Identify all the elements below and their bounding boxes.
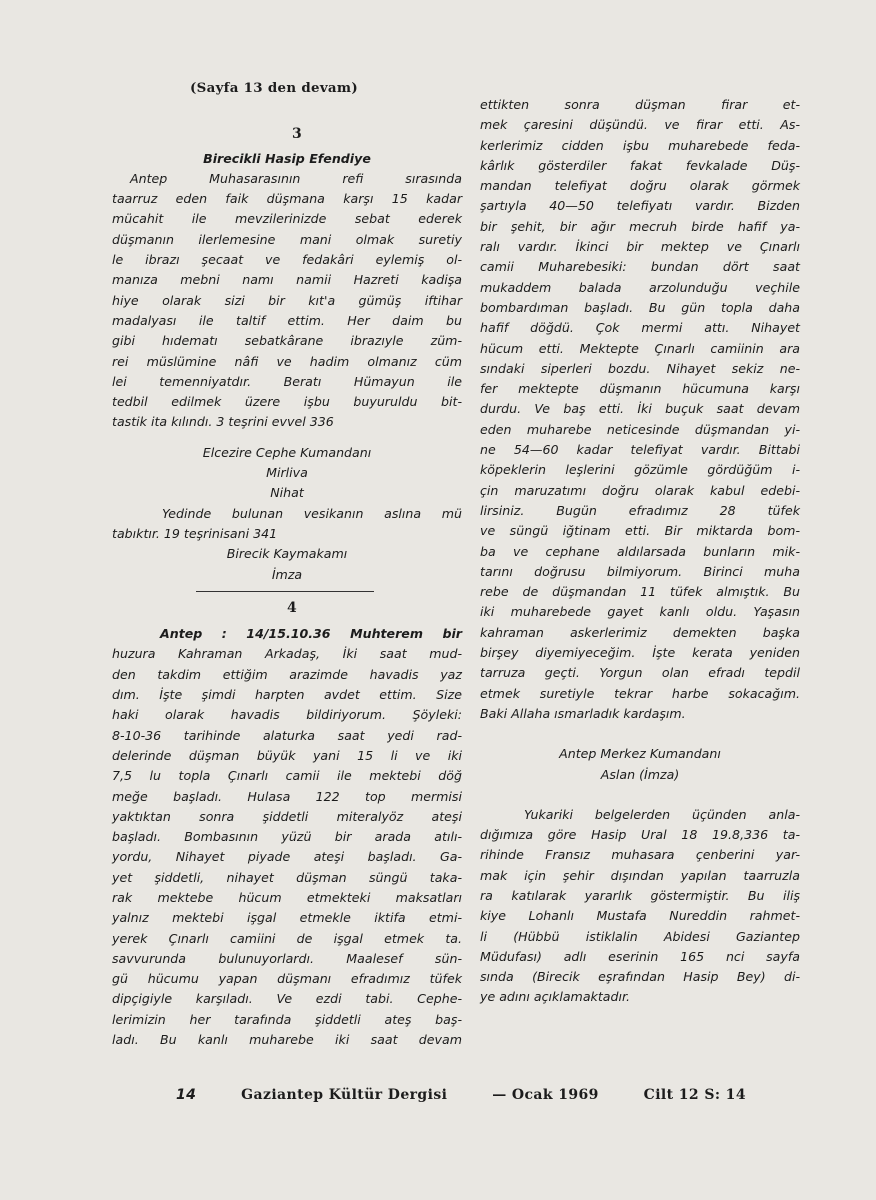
document-number-4: 4	[287, 599, 297, 616]
text-line: yerek Çınarlı camiini de işgal etmek ta.	[112, 930, 462, 946]
text-line: Antep Muhasarasının refi sırasında	[130, 170, 462, 186]
text-line: tastik ita kılındı. 3 teşrini evvel 336	[112, 414, 334, 430]
volume-issue: Cilt 12 S: 14	[643, 1087, 746, 1103]
text-line: tarını doğrusu bilmiyorum. Birinci muha	[480, 563, 800, 579]
signature-name: Aslan (İmza)	[600, 766, 680, 782]
text-line: ye adını açıklamaktadır.	[480, 989, 630, 1005]
text-line: le ibrazı şecaat ve fedakâri eylemiş ol-	[112, 252, 462, 268]
text-line: dipçigiyle karşıladı. Ve ezdi tabi. Cephe-	[112, 991, 462, 1007]
text-line: den takdim ettiğim arazimde havadis yaz	[112, 666, 462, 682]
text-line: yaktıktan sonra şiddetli miteralyöz ateşi	[112, 808, 462, 824]
document-4-continuation	[480, 95, 800, 724]
signature-rank: Mirliva	[266, 465, 308, 481]
text-line: köpeklerin leşlerini gözümle gördüğüm i-	[480, 462, 800, 478]
text-line: camii Muharebesiki: bundan dört saat	[480, 259, 800, 275]
text-line: durdu. Ve baş etti. İki buçuk saat devam	[480, 401, 800, 417]
continuation-header: (Sayfa 13 den devam)	[190, 80, 358, 96]
document-3-body	[112, 169, 462, 433]
text-line: sında (Birecik eşrafından Hasip Bey) di-	[480, 969, 800, 985]
page-number: 14	[176, 1087, 197, 1103]
text-line: ve süngü iğtinam etti. Bir miktarda bom-	[480, 523, 800, 539]
text-line: hiye olarak sizi bir kıt'a gümüş iftihar	[112, 292, 462, 308]
text-line: sındaki siperleri bozdu. Nihayet sekiz ne-	[480, 360, 800, 376]
text-line: ne 54—60 kadar telefiyat vardır. Bittabi	[480, 442, 800, 458]
text-line: bir şehit, bir ağır mecruh birde hafif ya-	[480, 218, 800, 234]
text-line: ra katılarak yararlık göstermiştir. Bu iliş	[480, 887, 800, 903]
text-line: ettikten sonra düşman firar et-	[480, 97, 800, 112]
text-line: gü hücumu yapan düşmanı efradımız tüfek	[112, 971, 462, 987]
journal-name: Gaziantep Kültür Dergisi	[241, 1087, 448, 1103]
text-line: delerinde düşman büyük yani 15 li ve iki	[112, 747, 462, 763]
document-4-body	[112, 624, 462, 1050]
left-column	[112, 78, 462, 1050]
document-number-3: 3	[292, 126, 302, 143]
text-line: manıza mebni namı namii Hazreti kadişa	[112, 272, 462, 288]
text-line: yalnız mektebi işgal etmekle iktifa etmi-	[112, 910, 462, 926]
text-line: mücahit ile mevzilerinizde sebat ederek	[112, 211, 462, 227]
text-line: Baki Allaha ısmarladık kardaşım.	[480, 705, 686, 721]
certifier-title: Birecik Kaymakamı	[226, 546, 348, 562]
text-line: lirsiniz. Bugün efradımız 28 tüfek	[480, 502, 800, 518]
text-line: başladı. Bombasının yüzü bir arada atılı-	[112, 829, 462, 845]
text-line: huzura Kahraman Arkadaş, İki saat mud-	[112, 646, 462, 662]
text-line: yordu, Nihayet piyade ateşi başladı. Ga-	[112, 849, 462, 865]
text-line: taarruz eden faik düşmana karşı 15 kadar	[112, 191, 462, 207]
text-line: mukaddem balada arzolunduğu veçhile	[480, 279, 800, 295]
editorial-note	[480, 805, 800, 1008]
text-line: hücum etti. Mektepte Çınarlı camiinin ara	[480, 340, 800, 356]
text-line: kiye Lohanlı Mustafa Nureddin rahmet-	[480, 908, 800, 924]
signature-title: Antep Merkez Kumandanı	[559, 746, 721, 762]
text-line: gibi hıdematı sebatkârane ibrazıyle züm-	[112, 333, 462, 349]
text-line: rebe de düşmandan 11 tüfek almıştık. Bu	[480, 584, 800, 600]
section-divider	[196, 591, 374, 592]
text-line: li (Hübbü istiklalin Abidesi Gaziantep	[480, 928, 800, 944]
text-line: rei müslümine nâfi ve hadim olmanız cüm	[112, 353, 462, 369]
text-line: düşmanın ilerlemesine mani olmak suretiy	[112, 231, 462, 247]
text-line: tedbil edilmek üzere işbu buyuruldu bit-	[112, 394, 462, 410]
text-line: haki olarak havadis bildiriyorum. Şöyleki:	[112, 707, 462, 723]
text-line: mandan telefiyat doğru olarak görmek	[480, 178, 800, 194]
certifier-signature: İmza	[271, 566, 303, 582]
text-line: madalyası ile taltif ettim. Her daim bu	[112, 312, 462, 328]
right-column	[480, 95, 800, 1008]
text-line: ba ve cephane aldılarsada bunların mik-	[480, 543, 800, 559]
text-line: birşey diyemiyeceğim. İşte kerata yeniden	[480, 645, 800, 661]
text-line: eden muharebe neticesinde düşmandan yi-	[480, 421, 800, 437]
issue-date: — Ocak 1969	[492, 1087, 599, 1103]
text-line: tarruza geçti. Yorgun olan efradı tepdil	[480, 665, 800, 681]
certification-line: Yedinde bulunan vesikanın aslına mü	[162, 505, 462, 521]
text-line: dığımıza göre Hasip Ural 18 19.8,336 ta-	[480, 827, 800, 843]
text-line: 7,5 lu topla Çınarlı camii ile mektebi döğ	[112, 768, 462, 784]
signature-name: Nihat	[270, 485, 304, 501]
text-line: bombardıman başladı. Bu gün topla daha	[480, 299, 800, 315]
text-line: meğe başladı. Hulasa 122 top mermisi	[112, 788, 462, 804]
text-line: ladı. Bu kanlı muharebe iki saat devam	[112, 1032, 462, 1048]
text-line: savvurunda bulunuyorlardı. Maalesef sün-	[112, 950, 462, 966]
page-footer	[176, 1087, 746, 1103]
text-line: yet şiddetli, nihayet düşman süngü taka-	[112, 869, 462, 885]
text-line: mak için şehir dışından yapılan taarruzla	[480, 867, 800, 883]
text-line: dım. İşte şimdi harpten avdet ettim. Size	[112, 687, 462, 703]
text-line: kerlerimiz cidden işbu muharebede feda-	[480, 137, 800, 153]
text-line: kahraman askerlerimiz demekten başka	[480, 624, 800, 640]
text-line: 8-10-36 tarihinde alaturka saat yedi rad-	[112, 727, 462, 743]
text-line: rak mektebe hücum etmekteki maksatları	[112, 889, 462, 905]
document-3-title: Birecikli Hasip Efendiye	[203, 150, 371, 166]
text-line: iki muharebede gayet kanlı oldu. Yaşasın	[480, 604, 800, 620]
certification-line: tabıktır. 19 teşrinisani 341	[112, 525, 278, 541]
signature-title: Elcezire Cephe Kumandanı	[202, 444, 372, 460]
text-line: kârlık gösterdiler fakat fevkalade Düş-	[480, 157, 800, 173]
text-line: ralı vardır. İkinci bir mektep ve Çınarlı	[480, 239, 800, 255]
text-line: Antep : 14/15.10.36 Muhterem bir	[160, 626, 462, 642]
text-line: çin maruzatımı doğru olarak kabul edebi-	[480, 482, 800, 498]
text-line: lerimizin her tarafında şiddetli ateş baş-	[112, 1011, 462, 1027]
text-line: hafif döğdü. Çok mermi attı. Nihayet	[480, 320, 800, 336]
text-line: mek çaresini düşündü. ve firar etti. As-	[480, 117, 800, 133]
text-line: Müdufası) adlı eserinin 165 nci sayfa	[480, 948, 800, 964]
text-line: rihinde Fransız muhasara çenberini yar-	[480, 847, 800, 863]
text-line: lei temenniyatdır. Beratı Hümayun ile	[112, 373, 462, 389]
text-line: Yukariki belgelerden üçünden anla-	[524, 806, 800, 822]
text-line: fer mektepte düşmanın hücumuna karşı	[480, 381, 800, 397]
text-line: şartıyla 40—50 telefiyatı vardır. Bizden	[480, 198, 800, 214]
text-line: etmek suretiyle tekrar harbe sokacağım.	[480, 685, 800, 701]
